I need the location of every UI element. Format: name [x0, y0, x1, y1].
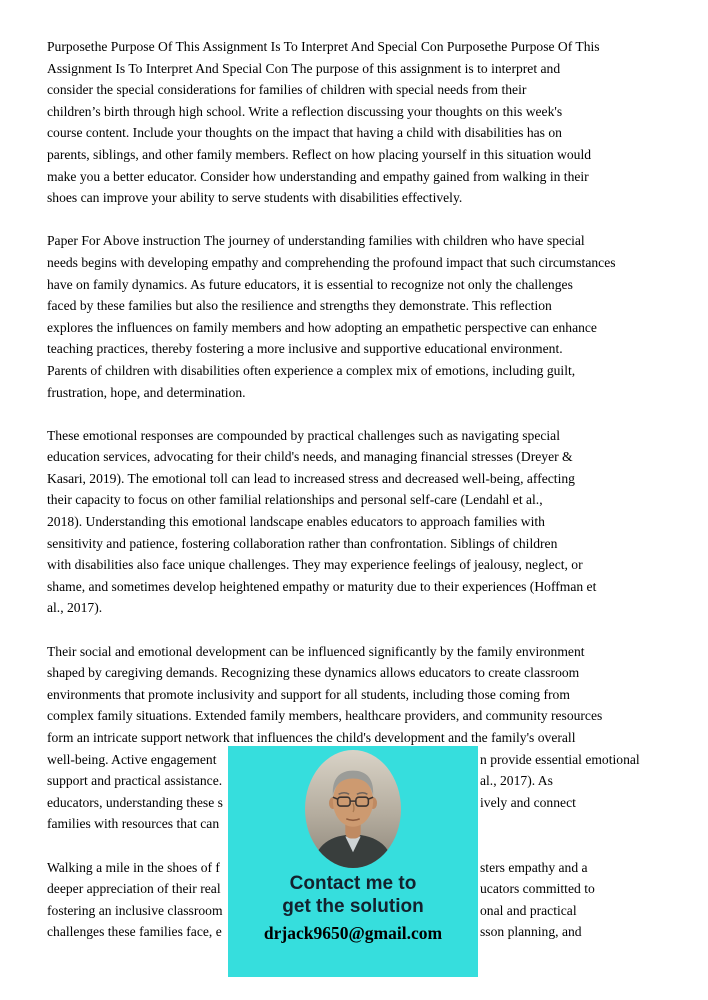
document-line: Assignment Is To Interpret And Special Con The purpose of this assignment is to interpret and — [47, 60, 561, 76]
line-fragment-left: well-being. Active engagement — [47, 751, 217, 767]
document-line: Parents of children with disabilities often experience a complex mix of emotions, including guilt, — [47, 362, 576, 378]
tutor-portrait-icon — [305, 750, 401, 868]
ad-headline-line1: Contact me to — [289, 873, 417, 894]
line-fragment-right: sson planning, and — [480, 924, 582, 940]
paragraph — [47, 230, 663, 403]
line-fragment-left: families with resources that can — [47, 816, 220, 832]
document-line: needs begins with developing empathy and comprehending the profound impact that such circumstances — [47, 254, 616, 270]
document-line: environments that promote inclusivity and support for all students, including those coming from — [47, 686, 570, 702]
document-line: course content. Include your thoughts on the impact that having a child with disabilities has on — [47, 125, 562, 141]
ad-email: drjack9650@gmail.com — [263, 923, 443, 943]
document-line: education services, advocating for their child's needs, and managing financial stresses (Dreyer & — [47, 449, 573, 465]
document-line: explores the influences on family members and how adopting an empathetic perspective can enhance — [47, 319, 597, 335]
line-fragment-right: sters empathy and a — [480, 859, 588, 875]
line-fragment-left: challenges these families face, e — [47, 924, 222, 940]
document-line: Their social and emotional development can be influenced significantly by the family environment — [47, 643, 585, 659]
document-line: teaching practices, thereby fostering a more inclusive and supportive educational environment. — [47, 341, 563, 357]
tutor-photo — [305, 750, 401, 868]
document-line: consider the special considerations for families of children with special needs from their — [47, 82, 527, 98]
paragraph — [47, 425, 663, 619]
line-fragment-right: al., 2017). As — [480, 773, 553, 789]
document-line: with disabilities also face unique challenges. They may experience feelings of jealousy, neglect, or — [47, 557, 583, 573]
document-line: children’s birth through high school. Write a reflection discussing your thoughts on this week's — [47, 103, 563, 119]
line-fragment-right: ively and connect — [480, 794, 576, 810]
document-line: Kasari, 2019). The emotional toll can lead to increased stress and decreased well-being, affecting — [47, 470, 575, 486]
document-line: complex family situations. Extended family members, healthcare providers, and community resources — [47, 708, 603, 724]
line-fragment-left: fostering an inclusive classroom — [47, 902, 223, 918]
document-line: 2018). Understanding this emotional landscape enables educators to approach families with — [47, 514, 545, 530]
paragraph — [47, 36, 663, 209]
line-fragment-left: Walking a mile in the shoes of f — [47, 859, 220, 875]
document-line: their capacity to focus on other familial relationships and personal self-care (Lendahl et al., — [47, 492, 543, 508]
document-line: These emotional responses are compounded by practical challenges such as navigating special — [47, 427, 560, 443]
document-line: sensitivity and patience, fostering collaboration rather than confrontation. Siblings of children — [47, 535, 558, 551]
document-line: shaped by caregiving demands. Recognizing these dynamics allows educators to create classroom — [47, 665, 580, 681]
line-fragment-right: n provide essential emotional — [480, 751, 640, 767]
ad-headline-line2: get the solution — [282, 896, 424, 917]
document-line: parents, siblings, and other family members. Reflect on how placing yourself in this situation would — [47, 146, 592, 162]
document-line: al., 2017). — [47, 600, 103, 616]
line-fragment-left: support and practical assistance. — [47, 773, 223, 789]
document-line: have on family dynamics. As future educators, it is essential to recognize not only the challenges — [47, 276, 573, 292]
document-line: Purposethe Purpose Of This Assignment Is To Interpret And Special Con Purposethe Purpose Of This — [47, 39, 600, 54]
line-fragment-left: deeper appreciation of their real — [47, 881, 221, 897]
document-line: form an intricate support network that influences the child's development and the family's overall — [47, 730, 576, 745]
document-line: make you a better educator. Consider how understanding and empathy gained from walking in their — [47, 168, 589, 184]
document-line: shoes can improve your ability to serve students with disabilities effectively. — [47, 190, 463, 206]
document-line: shame, and sometimes develop heightened empathy or maturity due to their experiences (Hoffman et — [47, 578, 597, 594]
line-fragment-left: educators, understanding these s — [47, 794, 223, 810]
ad-overlay[interactable] — [228, 746, 478, 977]
line-fragment-right: ucators committed to — [480, 881, 595, 897]
document-line: Paper For Above instruction The journey of understanding families with children who have special — [47, 233, 585, 249]
document-line: faced by these families but also the resilience and strengths they demonstrate. This reflection — [47, 298, 552, 314]
document-line: frustration, hope, and determination. — [47, 384, 246, 400]
line-fragment-right: onal and practical — [480, 902, 577, 918]
